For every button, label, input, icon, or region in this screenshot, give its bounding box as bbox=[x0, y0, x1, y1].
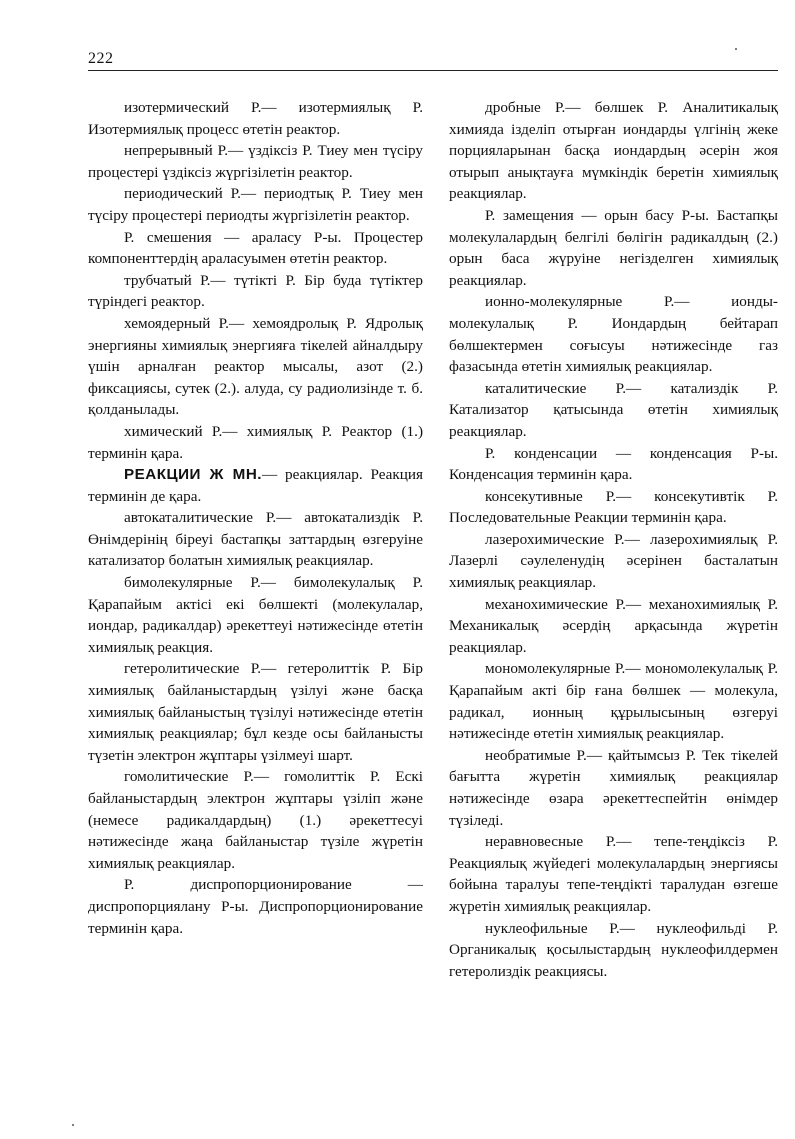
dictionary-entry: гомолитические Р.— гомолиттік Р. Ескі байланыстардың электрон жұптары үзіліп және (немесе радикалдардың) (1.) әрекеттесуі нәтижесінде жаңа байланыстар түзіле жүретін химиялық реакциялар. bbox=[88, 768, 423, 872]
right-column bbox=[449, 97, 778, 982]
dictionary-entry: изотермический Р.— изотермиялық Р. Изотермиялық процесс өтетін реактор. bbox=[88, 99, 423, 138]
dictionary-entry: необратимые Р.— қайтымсыз Р. Тек тікелей бағытта жүретін химиялық реакциялар нәтижесінде өзара әрекеттеспейтін өнімдер түзіледі. bbox=[449, 746, 778, 829]
dictionary-entry: автокаталитические Р.— автокатализдік Р. Өнімдерінің біреуі бастапқы заттардың өзгеруіне катализатор болатын химиялық реакциялар. bbox=[88, 509, 423, 570]
dictionary-entry: трубчатый Р.— түтікті Р. Бір буда түтіктер түріндегі реактор. bbox=[88, 271, 423, 311]
dictionary-entry: ионно-молекулярные Р.— ионды-молекулалық Р. Иондардың бейтарап бөлшектермен соғысуы нәтижесінде газ фазасында өтетін химиялық реакциялар. bbox=[449, 293, 778, 376]
headword-entry bbox=[88, 464, 423, 507]
dictionary-entry: неравновесные Р.— тепе-теңдіксіз Р. Реакциялық жүйедегі молекулалардың энергиясы бойына таралуы тепе-теңдікті таралудан өзгеше жүретін химиялық реакциялар. bbox=[449, 833, 778, 915]
dictionary-entry: консекутивные Р.— консекутивтік Р. Последовательные Реакции терминін қара. bbox=[449, 487, 778, 527]
dictionary-entry: дробные Р.— бөлшек Р. Аналитикалық химияда ізделіп отырған иондарды үлгінің жеке порцияларынан басқа иондардың әсерін жоя отырып анықтауға мүмкіндік беретін химиялық реакциялар. bbox=[449, 99, 778, 203]
dictionary-entry: каталитические Р.— катализдік Р. Катализатор қатысында өтетін химиялық реакциялар. bbox=[449, 379, 778, 440]
dictionary-entry: лазерохимические Р.— лазерохимиялық Р. Лазерлі сәулеленудің әсерінен басталатын химиялық реакциялар. bbox=[449, 530, 778, 592]
dictionary-entry: бимолекулярные Р.— бимолекулалық Р. Қарапайым актісі екі бөлшекті (молекулалар, иондар, радикалдар) әрекеттеуі нәтижесінде өтетін химиялық реакция. bbox=[88, 574, 423, 656]
dictionary-entry: периодический Р.— периодтық Р. Тиеу мен түсіру процестері периодты жүргізілетін реактор. bbox=[88, 185, 423, 224]
left-column bbox=[88, 97, 423, 939]
scan-speck bbox=[735, 48, 737, 50]
headword-definition: — реакциялар. Реакция терминін де қара. bbox=[88, 466, 423, 505]
dictionary-entry: нуклеофильные Р.— нуклеофильді Р. Органикалық қосылыстардың нуклеофилдермен гетеролиздік реакциясы. bbox=[449, 919, 778, 980]
header-rule bbox=[88, 70, 778, 71]
page-number: 222 bbox=[88, 50, 114, 67]
dictionary-entry: гетеролитические Р.— гетеролиттік Р. Бір химиялық байланыстардың үзілуі және басқа химиялық байланыстың түзілуі нәтижесінде өтетін химиялық реакциялар; бұл кезде осы байланысты түзетін электрон жұптары үзілмеуі шарт. bbox=[88, 660, 423, 764]
dictionary-entry: хемоядерный Р.— хемоядролық Р. Ядролық энергияны химиялық энергияға тікелей айналдыру үшін арналған реактор мысалы, азот (2.) фиксациясы, сутек (2.). алуда, су радиолизінде т. б. қолданылады. bbox=[88, 314, 423, 419]
dictionary-entry: непрерывный Р.— үздіксіз Р. Тиеу мен түсіру процестері үздіксіз жүргізілетін реактор. bbox=[88, 142, 423, 181]
headword-term: РЕАКЦИИ Ж МН. bbox=[124, 466, 263, 484]
scan-speck bbox=[72, 1124, 74, 1126]
dictionary-entry: Р. смешения — араласу Р-ы. Процестер компоненттердің араласуымен өтетін реактор. bbox=[88, 228, 423, 268]
dictionary-entry: механохимические Р.— механохимиялық Р. Механикалық әсердің арқасында жүретін реакциялар. bbox=[449, 595, 778, 656]
dictionary-entry: Р. конденсации — конденсация Р-ы. Конденсация терминін қара. bbox=[449, 444, 778, 484]
dictionary-entry: мономолекулярные Р.— мономолекулалық Р. Қарапайым акті бір ғана бөлшек — молекула, радикал, ионның құрылысының өзгеруі нәтижесінде өтетін химиялық реакциялар. bbox=[449, 660, 778, 743]
dictionary-entry: Р. замещения — орын басу Р-ы. Бастапқы молекулалардың белгілі бөлігін радикалдың (2.) орын баса жүруіне негізделген химиялық реакциялар. bbox=[449, 206, 778, 289]
dictionary-entry: Р. диспропорционирование — диспропорциялану Р-ы. Диспропорционирование терминін қара. bbox=[88, 876, 423, 937]
dictionary-entry: химический Р.— химиялық Р. Реактор (1.) терминін қара. bbox=[88, 422, 423, 462]
